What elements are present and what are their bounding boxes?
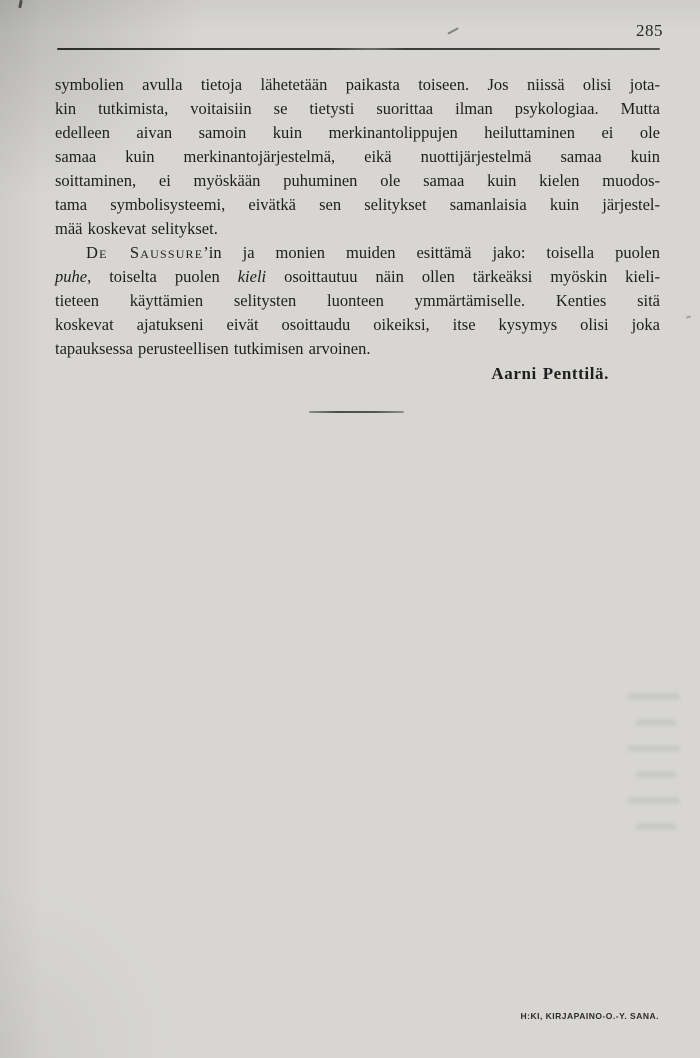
paragraph2-line-1-rest: ’in ja monien muiden esittämä jako: toisella puolen [203, 243, 660, 262]
paragraph2-line-3: tieteen käyttämien selitysten luonteen ymmärtämiselle. Kenties sitä [55, 291, 660, 310]
paragraph1-line-2: kin tutkimista, voitaisiin se tietysti suorittaa ilman psykologiaa. Mutta [55, 99, 660, 118]
scan-speck-right [686, 315, 691, 318]
header-rule [57, 48, 660, 50]
ghost-line [628, 797, 680, 804]
paragraph1-line-7: mää koskevat selitykset. [55, 219, 218, 238]
ghost-line [628, 745, 680, 752]
scan-speck [18, 0, 23, 8]
term-puhe-italic: puhe [55, 267, 88, 286]
paragraph1-line-4: samaa kuin merkinantojärjestelmä, eikä nuottijärjestelmä samaa kuin [55, 147, 660, 166]
page-number: 285 [636, 21, 663, 40]
term-kieli-italic: kieli [237, 267, 267, 286]
section-divider [309, 411, 404, 413]
paragraph1-line-5: soittaminen, ei myöskään puhuminen ole samaa kuin kielen muodos- [55, 171, 660, 190]
printer-mark: H:KI, KIRJAPAINO-O.-Y. SANA. [520, 1011, 659, 1021]
paragraph2-line-1 [55, 241, 660, 265]
bleed-through-ghost [622, 693, 692, 849]
paragraph2-line-4: koskevat ajatukseni eivät osoittaudu oikeiksi, itse kysymys olisi joka [55, 315, 660, 334]
author-name-smallcaps: De Saussure [86, 243, 204, 262]
paragraph2-line-5: tapauksessa perusteellisen tutkimisen arvoinen. [55, 339, 371, 358]
paragraph2-line-2 [55, 265, 660, 289]
scan-stray-mark [447, 27, 459, 34]
signature: Aarni Penttilä. [491, 364, 609, 383]
ghost-line [636, 823, 676, 830]
ghost-line [636, 719, 676, 726]
paragraph1-line-3: edelleen aivan samoin kuin merkinantolippujen heiluttaminen ei ole [55, 123, 660, 142]
paragraph1-line-6: tama symbolisysteemi, eivätkä sen selitykset samanlaisia kuin järjestel- [55, 195, 660, 214]
ghost-line [636, 771, 676, 778]
paragraph2-line-2-mid: , toiselta puolen [87, 267, 238, 286]
paragraph2-line-2-rest: osoittautuu näin ollen tärkeäksi myöskin kieli- [266, 267, 660, 286]
paragraph1-line-1: symbolien avulla tietoja lähetetään paikasta toiseen. Jos niissä olisi jota- [55, 75, 660, 94]
ghost-line [628, 693, 680, 700]
body-text [55, 73, 660, 386]
